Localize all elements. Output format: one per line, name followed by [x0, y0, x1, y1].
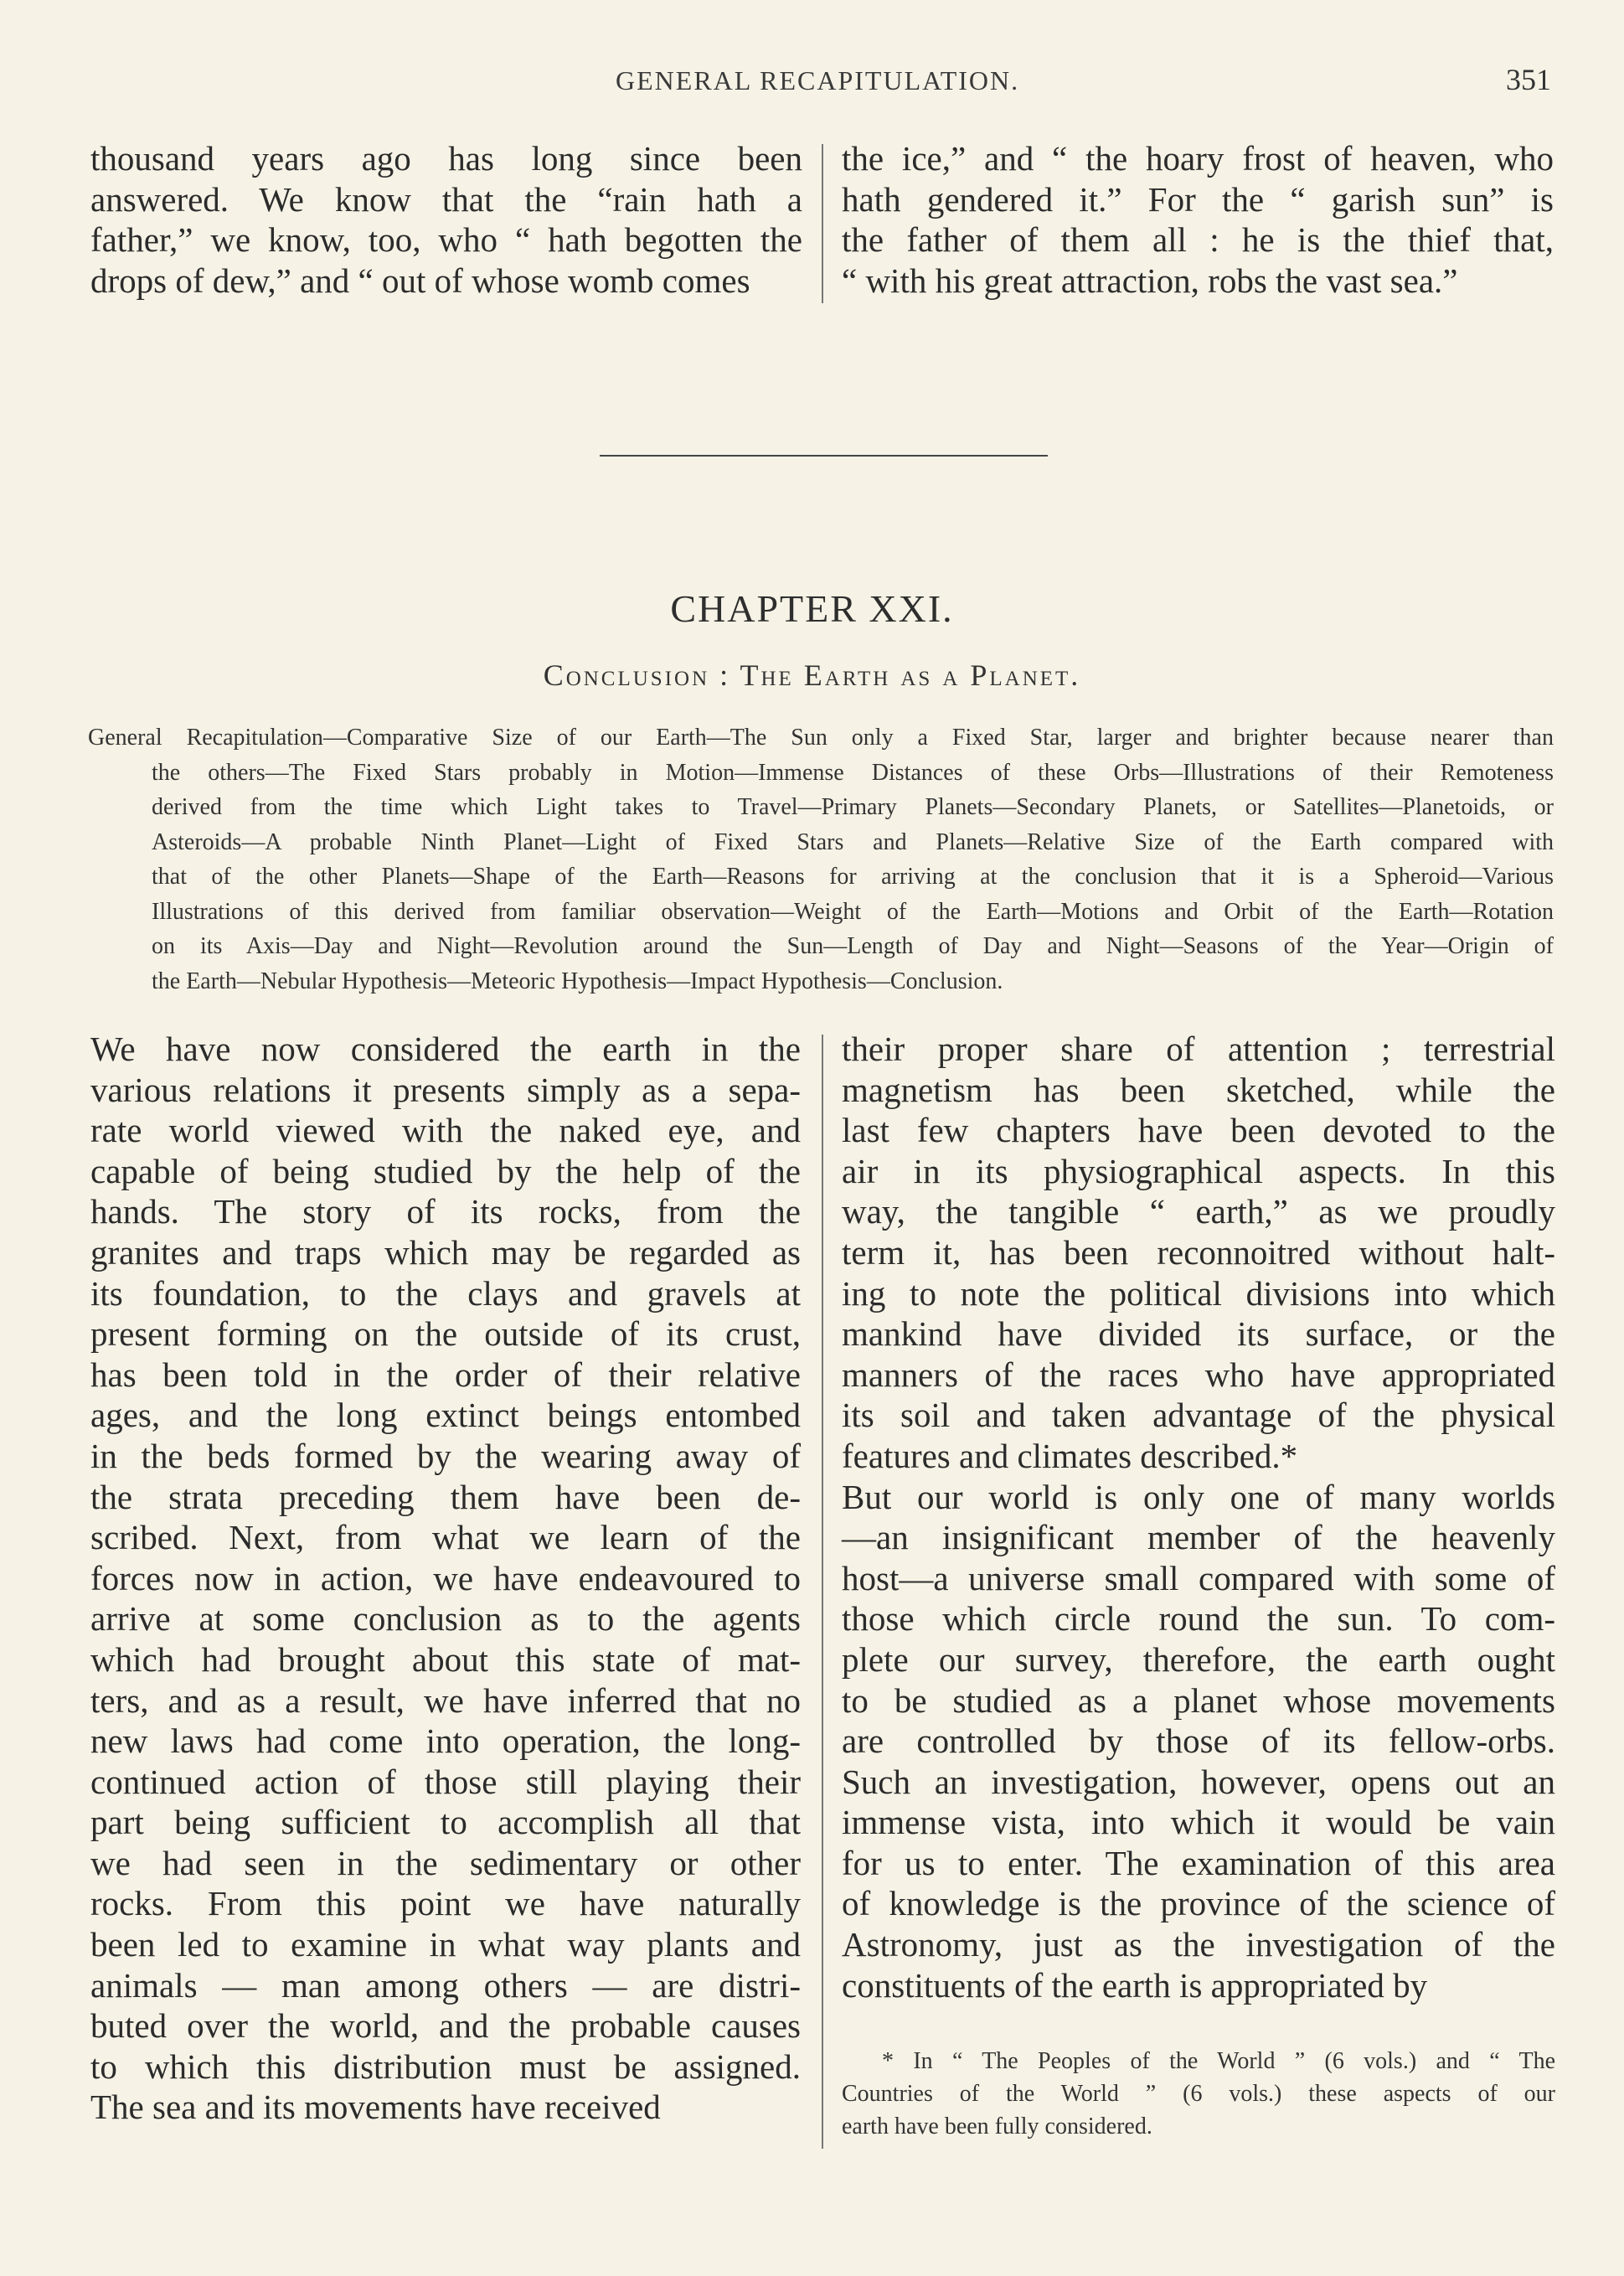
column-rule-top: [822, 144, 823, 303]
text-line: part being sufficient to accomplish all that: [90, 1803, 801, 1842]
text-line: capable of being studied by the help of the: [90, 1151, 801, 1190]
text-line: has been told in the order of their relative: [90, 1355, 801, 1394]
text-line: Astronomy, just as the investigation of the: [842, 1925, 1555, 1964]
text-line: But our world is only one of many worlds: [842, 1477, 1555, 1516]
text-line: are controlled by those of its fellow-orbs.: [842, 1721, 1555, 1761]
text-line: of knowledge is the province of the science of: [842, 1884, 1555, 1923]
chapter-subtitle: Conclusion : The Earth as a Planet.: [543, 658, 1081, 692]
text-line: its foundation, to the clays and gravels at: [90, 1273, 801, 1313]
running-title: GENERAL RECAPITULATION.: [616, 65, 1020, 95]
text-line: various relations it presents simply as a sepa-: [90, 1070, 801, 1109]
text-line: drops of dew,” and “ out of whose womb comes: [90, 261, 750, 300]
text-line: continued action of those still playing their: [90, 1762, 801, 1801]
text-line: magnetism has been sketched, while the: [842, 1070, 1555, 1109]
text-line: mankind have divided its surface, or the: [842, 1314, 1555, 1354]
summary-line: Illustrations of this derived from familiar observation—Weight of the Earth—Motions and Orbit of the Earth—Rotation: [152, 898, 1554, 925]
text-line: thousand years ago has long since been: [90, 139, 802, 178]
page-number: 351: [1506, 63, 1551, 96]
text-line: granites and traps which may be regarded as: [90, 1232, 801, 1272]
footnote-line: * In “ The Peoples of the World ” (6 vols.) and “ The: [882, 2048, 1555, 2074]
text-line: the ice,” and “ the hoary frost of heaven, who: [842, 139, 1554, 178]
text-line: their proper share of attention ; terrestrial: [842, 1030, 1555, 1068]
text-line: constituents of the earth is appropriated by: [842, 1965, 1428, 2005]
text-line: ages, and the long extinct beings entombed: [90, 1396, 801, 1435]
text-line: new laws had come into operation, the long-: [90, 1721, 801, 1761]
chapter-title: CHAPTER XXI.: [670, 587, 954, 630]
column-rule-main: [822, 1035, 823, 2149]
text-line: the strata preceding them have been de-: [90, 1477, 801, 1516]
text-line: immense vista, into which it would be vain: [842, 1803, 1555, 1842]
summary-line: derived from the time which Light takes to Travel—Primary Planets—Secondary Planets, or Satellites—Planetoids, or: [152, 794, 1554, 820]
section-separator: [600, 455, 1048, 457]
text-line: rate world viewed with the naked eye, and: [90, 1111, 801, 1150]
text-line: ters, and as a result, we have inferred that no: [90, 1680, 801, 1720]
text-line: been led to examine in what way plants and: [90, 1925, 801, 1964]
text-line: way, the tangible “ earth,” as we proudly: [842, 1192, 1555, 1231]
text-line: air in its physiographical aspects. In this: [842, 1151, 1555, 1190]
text-line: those which circle round the sun. To com-: [842, 1599, 1555, 1639]
chapter-summary: [88, 720, 1554, 999]
text-line: manners of the races who have appropriated: [842, 1355, 1555, 1394]
summary-line: the others—The Fixed Stars probably in Motion—Immense Distances of these Orbs—Illustrations of their Remoteness: [152, 759, 1554, 786]
footnote-line: earth have been fully considered.: [842, 2113, 1152, 2139]
text-line: “ with his great attraction, robs the vast sea.”: [842, 261, 1458, 300]
text-line: The sea and its movements have received: [90, 2088, 661, 2127]
running-head: [0, 59, 1624, 101]
text-line: the father of them all : he is the thief that,: [842, 220, 1554, 260]
summary-line: that of the other Planets—Shape of the Earth—Reasons for arriving at the conclusion that it is a Spheroid—Various: [152, 864, 1554, 890]
text-line: We have now considered the earth in the: [90, 1030, 801, 1068]
text-line: father,” we know, too, who “ hath begotten the: [90, 220, 802, 260]
text-line: ing to note the political divisions into which: [842, 1273, 1555, 1313]
text-line: rocks. From this point we have naturally: [90, 1884, 801, 1923]
text-line: scribed. Next, from what we learn of the: [90, 1518, 801, 1557]
text-line: to be studied as a planet whose movements: [842, 1680, 1555, 1720]
text-line: forces now in action, we have endeavoured to: [90, 1558, 801, 1597]
text-line: for us to enter. The examination of this area: [842, 1843, 1555, 1882]
text-line: arrive at some conclusion as to the agents: [90, 1599, 801, 1639]
text-line: present forming on the outside of its crust,: [90, 1314, 801, 1354]
main-left-column: [90, 1029, 801, 2128]
main-right-column: [842, 1029, 1555, 2005]
footnote-line: Countries of the World ” (6 vols.) these aspects of our: [842, 2081, 1555, 2107]
text-line: to which this distribution must be assigned.: [90, 2046, 801, 2086]
text-line: we had seen in the sedimentary or other: [90, 1843, 801, 1882]
summary-line: the Earth—Nebular Hypothesis—Meteoric Hypothesis—Impact Hypothesis—Conclusion.: [152, 968, 1003, 994]
text-line: —an insignificant member of the heavenly: [842, 1518, 1555, 1557]
text-line: features and climates described.*: [842, 1436, 1298, 1475]
text-line: hands. The story of its rocks, from the: [90, 1192, 801, 1231]
summary-line: General Recapitulation—Comparative Size of our Earth—The Sun only a Fixed Star, larger and brighter because nearer than: [88, 725, 1554, 751]
text-line: host—a universe small compared with some of: [842, 1558, 1555, 1597]
summary-line: on its Axis—Day and Night—Revolution around the Sun—Length of Day and Night—Seasons of the Year—Origin of: [152, 933, 1554, 959]
text-line: in the beds formed by the wearing away of: [90, 1436, 801, 1475]
summary-line: Asteroids—A probable Ninth Planet—Light of Fixed Stars and Planets—Relative Size of the Earth compared with: [152, 828, 1554, 855]
text-line: animals — man among others — are distri-: [90, 1965, 801, 2005]
top-right-column: [842, 138, 1554, 301]
footnote: [842, 2045, 1555, 2143]
text-line: buted over the world, and the probable causes: [90, 2006, 801, 2046]
text-line: hath gendered it.” For the “ garish sun” is: [842, 179, 1554, 219]
text-line: answered. We know that the “rain hath a: [90, 179, 802, 219]
text-line: term it, has been reconnoitred without halt-: [842, 1232, 1555, 1272]
text-line: which had brought about this state of mat-: [90, 1639, 801, 1679]
text-line: its soil and taken advantage of the physical: [842, 1396, 1555, 1435]
text-line: last few chapters have been devoted to the: [842, 1111, 1555, 1150]
text-line: plete our survey, therefore, the earth ought: [842, 1639, 1555, 1679]
top-left-column: [90, 138, 802, 301]
text-line: Such an investigation, however, opens out an: [842, 1762, 1555, 1801]
